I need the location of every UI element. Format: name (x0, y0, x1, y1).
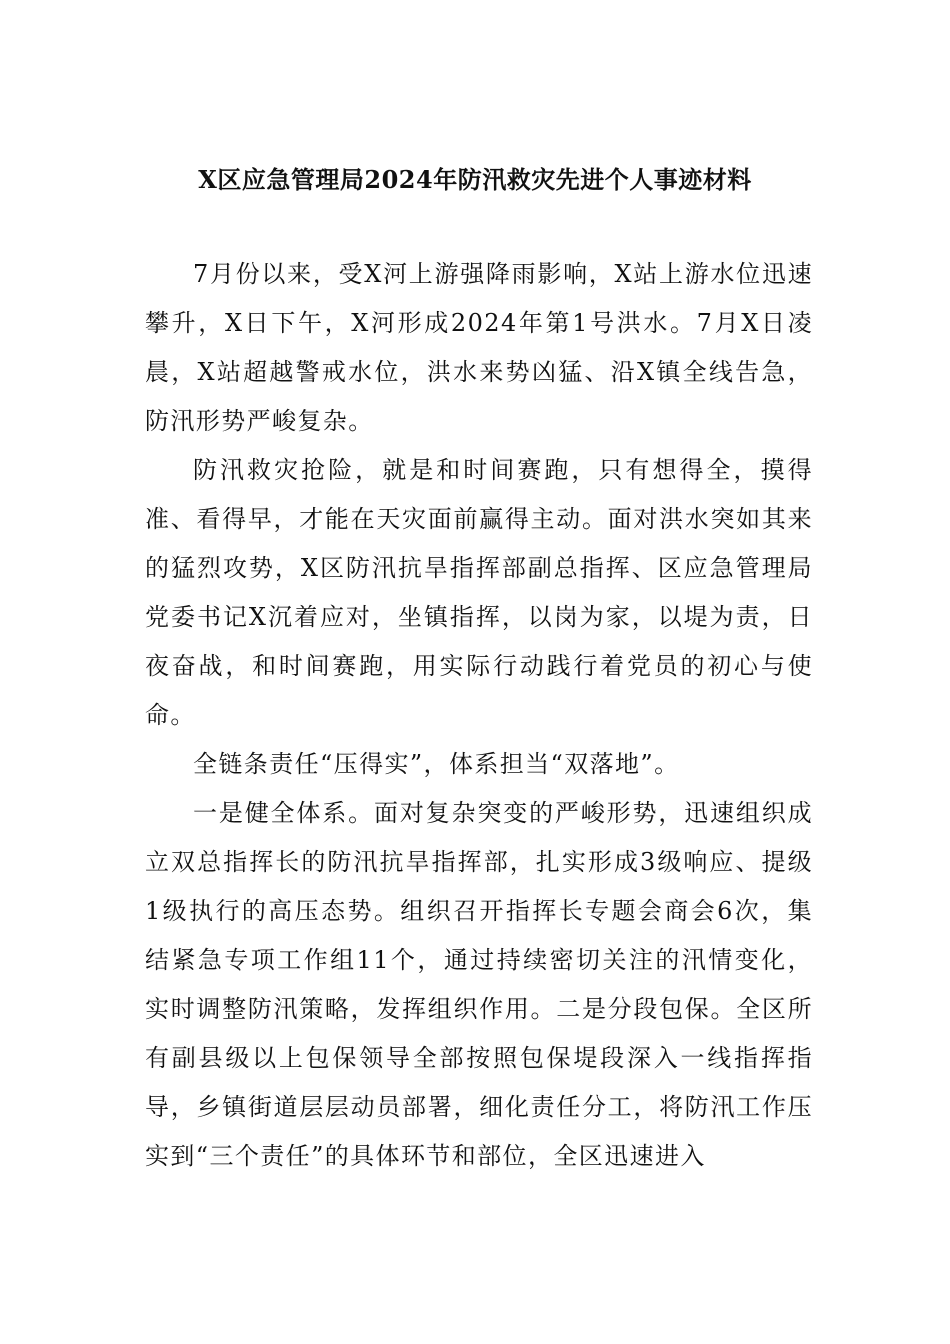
paragraph-measures: 一是健全体系。面对复杂突变的严峻形势，迅速组织成立双总指挥长的防汛抗旱指挥部，扎实形成3级响应、提级1级执行的高压态势。组织召开指挥长专题会商会6次，集结紧急专项工作组11个，通过持续密切关注的汛情变化，实时调整防汛策略，发挥组织作用。二是分段包保。全区所有副县级以上包保领导全部按照包保堤段深入一线指挥指导，乡镇街道层层动员部署，细化责任分工，将防汛工作压实到“三个责任”的具体环节和部位，全区迅速进入 (145, 799, 813, 1170)
paragraph-overview: 防汛救灾抢险，就是和时间赛跑，只有想得全，摸得准、看得早，才能在天灾面前赢得主动。面对洪水突如其来的猛烈攻势，X区防汛抗旱指挥部副总指挥、区应急管理局党委书记X沉着应对，坐镇指挥，以岗为家，以堤为责，日夜奋战，和时间赛跑，用实际行动践行着党员的初心与使命。 (145, 456, 813, 729)
document-title: X区应急管理局2024年防汛救灾先进个人事迹材料 (198, 165, 752, 194)
document-body (145, 250, 813, 1181)
paragraph-section-heading: 全链条责任“压得实”，体系担当“双落地”。 (193, 750, 680, 778)
paragraph-intro: 7月份以来，受X河上游强降雨影响，X站上游水位迅速攀升，X日下午，X河形成2024年第1号洪水。7月X日凌晨，X站超越警戒水位，洪水来势凶猛、沿X镇全线告急，防汛形势严峻复杂。 (145, 260, 813, 435)
